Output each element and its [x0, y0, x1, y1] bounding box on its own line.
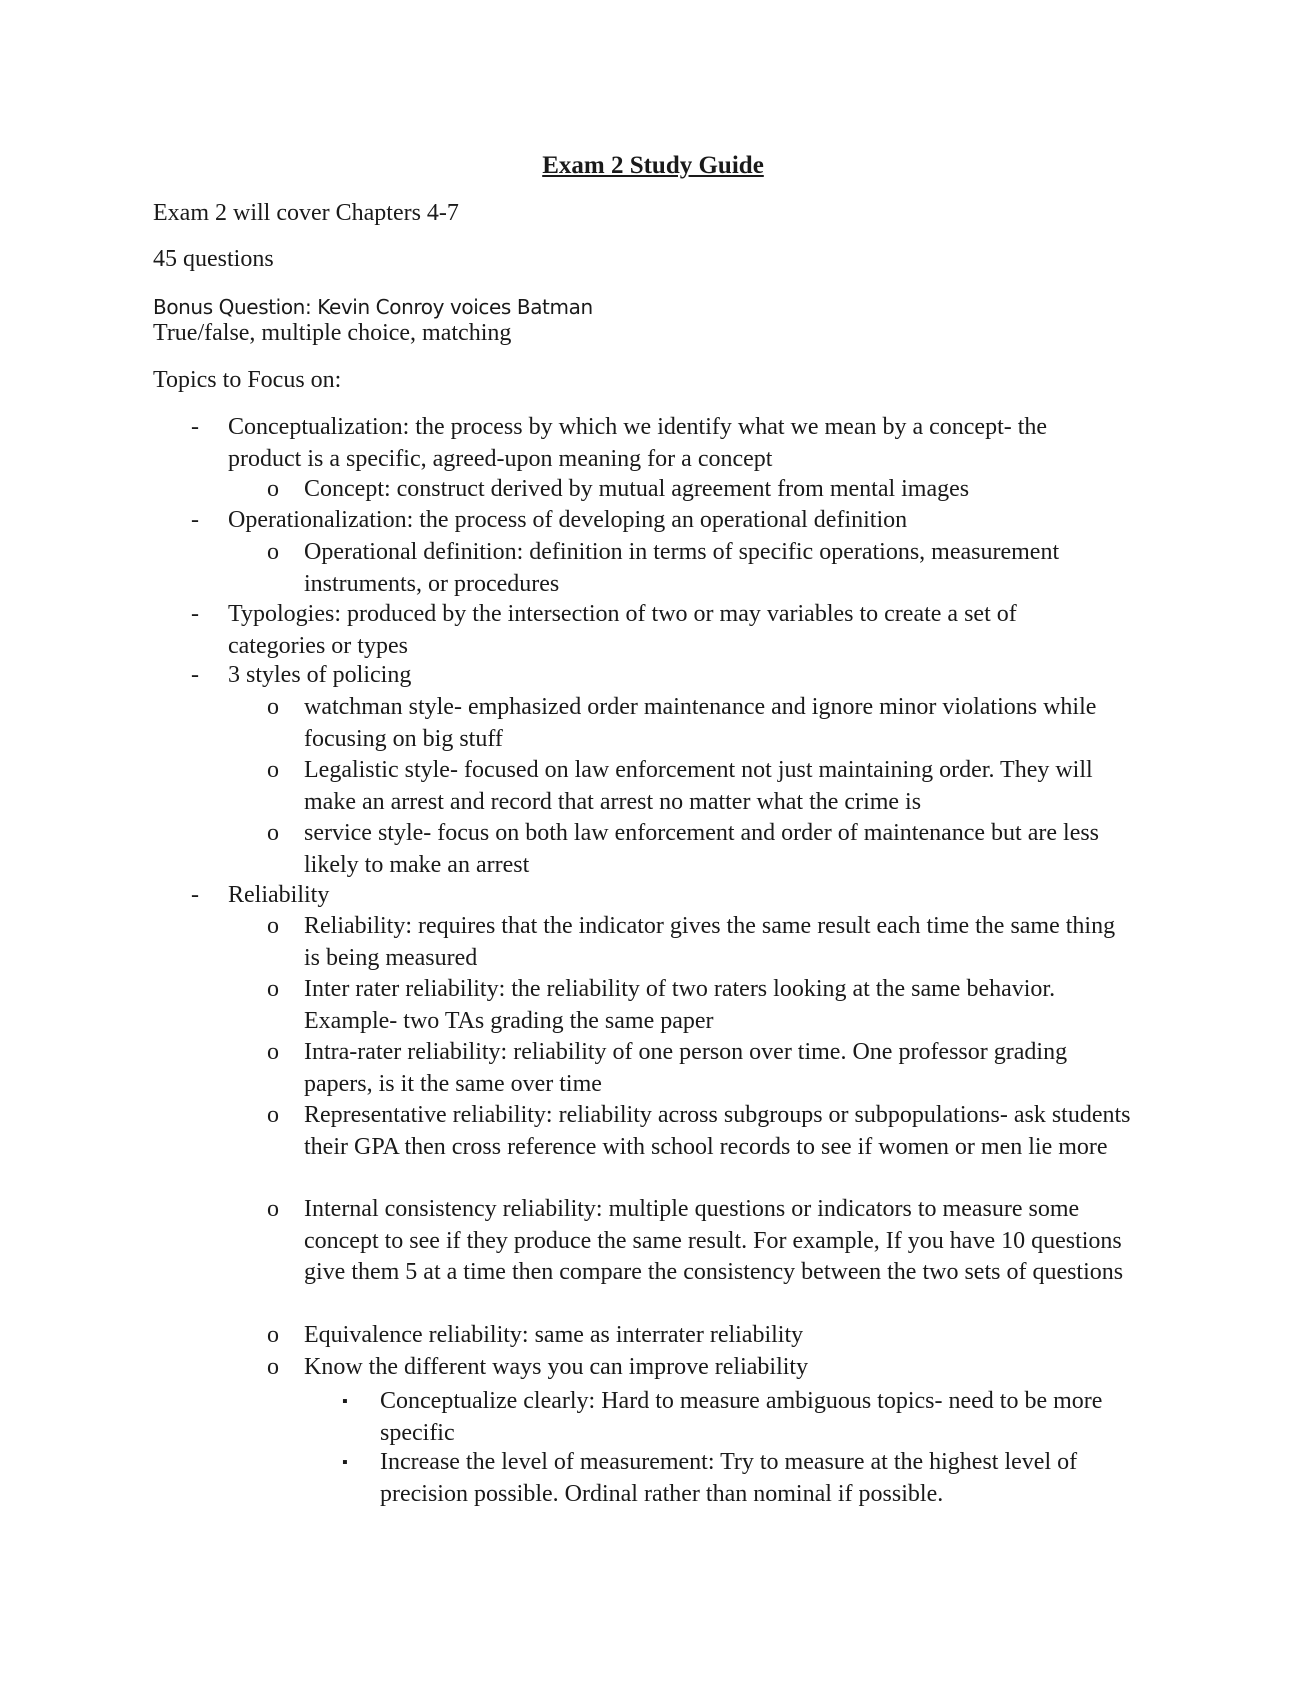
list-item-text: 3 styles of policing — [228, 662, 412, 688]
dash-bullet: - — [191, 507, 199, 533]
question-count-line: 45 questions — [153, 246, 274, 272]
list-item — [267, 537, 1134, 600]
list-item-text: Inter rater reliability: the reliability of two raters looking at the same behavior. Example- two TAs grading the same paper — [304, 976, 1056, 1034]
list-item — [191, 599, 1118, 662]
list-item-text: Reliability: requires that the indicator gives the same result each time the same thing is being measured — [304, 913, 1116, 971]
question-types-line: True/false, multiple choice, matching — [153, 320, 512, 346]
circle-bullet: o — [267, 820, 279, 846]
circle-bullet: o — [267, 1039, 279, 1065]
list-item — [267, 1194, 1134, 1289]
circle-bullet: o — [267, 1196, 279, 1222]
circle-bullet: o — [267, 1322, 279, 1348]
circle-bullet: o — [267, 976, 279, 1002]
circle-bullet: o — [267, 694, 279, 720]
exam-coverage-line: Exam 2 will cover Chapters 4-7 — [153, 200, 459, 226]
list-item — [267, 755, 1134, 818]
dash-bullet: - — [191, 601, 199, 627]
list-item-text: Conceptualize clearly: Hard to measure ambiguous topics- need to be more specific — [380, 1388, 1103, 1446]
list-item-text: Operational definition: definition in terms of specific operations, measurement instruments, or procedures — [304, 539, 1060, 597]
circle-bullet: o — [267, 1354, 279, 1380]
list-item-text: Operationalization: the process of developing an operational definition — [228, 507, 908, 533]
list-item — [267, 911, 1134, 974]
list-item-text: Conceptualization: the process by which we identify what we mean by a concept- the product is a specific, agreed-upon meaning for a concept — [228, 414, 1048, 472]
list-item — [267, 474, 1134, 506]
list-item — [191, 505, 1118, 537]
list-item — [191, 660, 1118, 692]
topics-heading: Topics to Focus on: — [153, 367, 342, 393]
list-item-text: Reliability — [228, 882, 330, 908]
list-item — [267, 818, 1134, 881]
bonus-question-line: Bonus Question: Kevin Conroy voices Batman — [153, 295, 593, 319]
list-item — [191, 880, 1118, 912]
list-item-text: Increase the level of measurement: Try to measure at the highest level of precision possible. Ordinal rather than nominal if possible. — [380, 1449, 1078, 1507]
list-item-text: Equivalence reliability: same as interrater reliability — [304, 1322, 804, 1348]
circle-bullet: o — [267, 1102, 279, 1128]
list-item-text: watchman style- emphasized order maintenance and ignore minor violations while focusing on big stuff — [304, 694, 1097, 752]
page-title: Exam 2 Study Guide — [542, 152, 764, 179]
list-item — [267, 1037, 1134, 1100]
dash-bullet: - — [191, 882, 199, 908]
dash-bullet: - — [191, 414, 199, 440]
list-item-text: Know the different ways you can improve reliability — [304, 1354, 809, 1380]
list-item — [267, 1352, 1134, 1384]
square-bullet-icon: ▪ — [342, 1454, 348, 1471]
list-item-text: Legalistic style- focused on law enforcement not just maintaining order. They will make an arrest and record that arrest no matter what the crime is — [304, 757, 1093, 815]
list-item — [342, 1386, 1140, 1449]
list-item — [267, 1100, 1134, 1163]
circle-bullet: o — [267, 539, 279, 565]
list-item-text: Typologies: produced by the intersection of two or may variables to create a set of categories or types — [228, 601, 1017, 659]
list-item — [267, 974, 1134, 1037]
circle-bullet: o — [267, 913, 279, 939]
list-item-text: Concept: construct derived by mutual agreement from mental images — [304, 476, 970, 502]
square-bullet-icon: ▪ — [342, 1393, 348, 1410]
list-item — [191, 412, 1118, 475]
list-item-text: Representative reliability: reliability across subgroups or subpopulations- ask students their GPA then cross reference with school records to see if women or men lie more — [304, 1102, 1131, 1160]
list-item — [267, 692, 1134, 755]
list-item-text: Intra-rater reliability: reliability of one person over time. One professor grading papers, is it the same over time — [304, 1039, 1068, 1097]
circle-bullet: o — [267, 757, 279, 783]
circle-bullet: o — [267, 476, 279, 502]
list-item-text: service style- focus on both law enforcement and order of maintenance but are less likely to make an arrest — [304, 820, 1100, 878]
list-item — [342, 1447, 1140, 1510]
list-item-text: Internal consistency reliability: multiple questions or indicators to measure some concept to see if they produce the same result. For example, If you have 10 questions give them 5 at a time then compare the consistency between the two sets of questions — [304, 1196, 1124, 1285]
dash-bullet: - — [191, 662, 199, 688]
list-item — [267, 1320, 1134, 1352]
